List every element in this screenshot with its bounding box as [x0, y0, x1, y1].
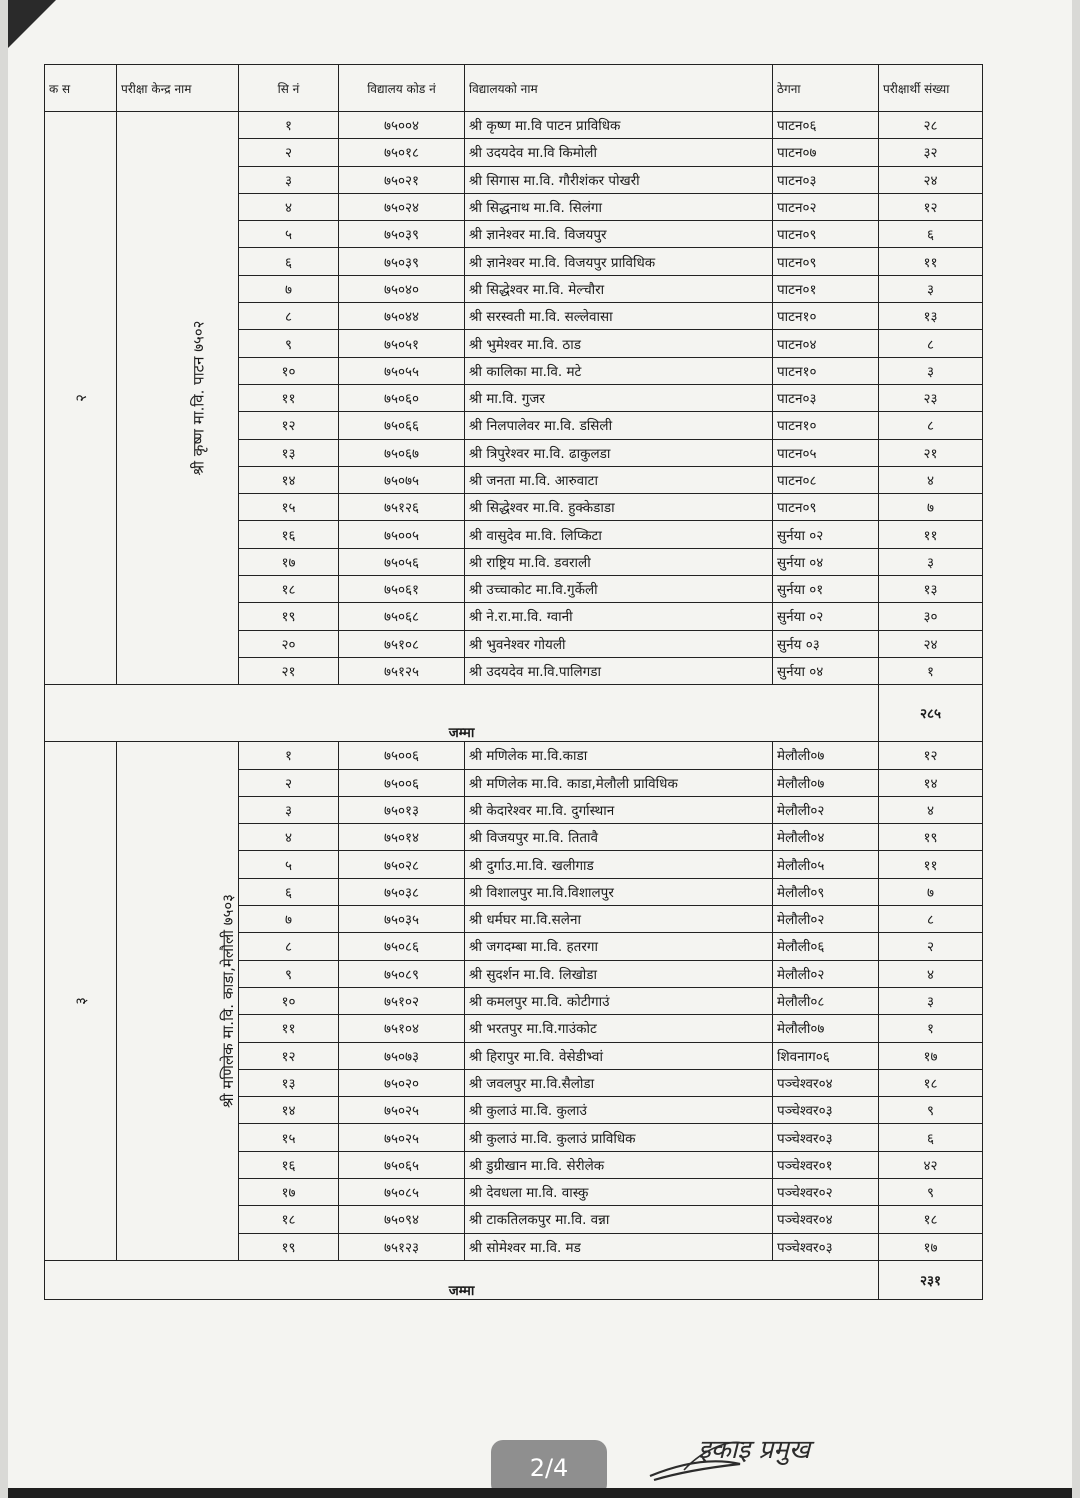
school-name-cell: श्री वासुदेव मा.वि. लिप्किटा: [465, 521, 773, 548]
school-code-cell: ७५०६५: [339, 1151, 465, 1178]
total-value: २८५: [879, 685, 983, 742]
serial-cell: १५: [239, 494, 339, 521]
school-name-cell: श्री भुवनेश्वर गोयली: [465, 630, 773, 657]
serial-cell: १९: [239, 1233, 339, 1260]
serial-cell: १६: [239, 1151, 339, 1178]
examinee-count-cell: १७: [879, 1042, 983, 1069]
address-cell: पाटन०३: [773, 384, 879, 411]
address-cell: सुर्नया ०२: [773, 603, 879, 630]
school-name-cell: श्री मणिलेक मा.वि. काडा,मेलौली प्राविधिक: [465, 769, 773, 796]
examinee-count-cell: ३: [879, 548, 983, 575]
address-cell: पाटन०३: [773, 166, 879, 193]
school-code-cell: ७५०५६: [339, 548, 465, 575]
school-code-cell: ७५०१४: [339, 824, 465, 851]
address-cell: मेलौली०२: [773, 796, 879, 823]
address-cell: सुर्नया ०२: [773, 521, 879, 548]
address-cell: सुर्नया ०१: [773, 576, 879, 603]
header-serial-group: क स: [45, 65, 117, 112]
school-code-cell: ७५०२०: [339, 1069, 465, 1096]
serial-cell: १८: [239, 576, 339, 603]
school-code-cell: ७५०७३: [339, 1042, 465, 1069]
examinee-count-cell: ६: [879, 1124, 983, 1151]
school-name-cell: श्री निलपालेवर मा.वि. डसिली: [465, 412, 773, 439]
school-code-cell: ७५०८५: [339, 1178, 465, 1205]
examinee-count-cell: ८: [879, 906, 983, 933]
school-code-cell: ७५०८६: [339, 933, 465, 960]
serial-cell: १: [239, 742, 339, 769]
serial-cell: १३: [239, 439, 339, 466]
serial-cell: १५: [239, 1124, 339, 1151]
serial-cell: २: [239, 769, 339, 796]
school-name-cell: श्री सिद्धेश्वर मा.वि. मेल्चौरा: [465, 275, 773, 302]
address-cell: मेलौली०८: [773, 987, 879, 1014]
examinee-count-cell: ६: [879, 221, 983, 248]
school-code-cell: ७५१२३: [339, 1233, 465, 1260]
school-name-cell: श्री सिद्धेश्वर मा.वि. हुक्केडाडा: [465, 494, 773, 521]
school-name-cell: श्री सुदर्शन मा.वि. लिखोडा: [465, 960, 773, 987]
examinee-count-cell: ३२: [879, 139, 983, 166]
address-cell: पञ्चेश्वर०३: [773, 1124, 879, 1151]
examinee-table: [44, 64, 983, 1300]
school-name-cell: श्री कुलाउं मा.वि. कुलाउं प्राविधिक: [465, 1124, 773, 1151]
serial-cell: ३: [239, 796, 339, 823]
school-name-cell: श्री भुमेश्वर मा.वि. ठाड: [465, 330, 773, 357]
serial-cell: ९: [239, 960, 339, 987]
school-code-cell: ७५०४४: [339, 303, 465, 330]
school-code-cell: ७५०५५: [339, 357, 465, 384]
examinee-count-cell: २८: [879, 112, 983, 139]
school-name-cell: श्री राष्ट्रिय मा.वि. डवराली: [465, 548, 773, 575]
examinee-count-cell: १२: [879, 193, 983, 220]
school-code-cell: ७५०४०: [339, 275, 465, 302]
examinee-count-cell: २४: [879, 166, 983, 193]
address-cell: पञ्चेश्वर०४: [773, 1069, 879, 1096]
header-examinee-count: परीक्षार्थी संख्या: [879, 65, 983, 112]
total-row: [45, 1260, 983, 1299]
address-cell: सुर्नया ०४: [773, 548, 879, 575]
serial-cell: २: [239, 139, 339, 166]
school-name-cell: श्री कुलाउं मा.वि. कुलाउं: [465, 1097, 773, 1124]
address-cell: पञ्चेश्वर०३: [773, 1233, 879, 1260]
school-code-cell: ७५०१८: [339, 139, 465, 166]
school-name-cell: श्री मणिलेक मा.वि.काडा: [465, 742, 773, 769]
serial-cell: १४: [239, 466, 339, 493]
school-name-cell: श्री त्रिपुरेश्वर मा.वि. ढाकुलडा: [465, 439, 773, 466]
school-name-cell: श्री जगदम्बा मा.वि. हतरगा: [465, 933, 773, 960]
serial-cell: ८: [239, 303, 339, 330]
serial-cell: ६: [239, 878, 339, 905]
school-code-cell: ७५००६: [339, 742, 465, 769]
school-code-cell: ७५०६७: [339, 439, 465, 466]
examinee-count-cell: १४: [879, 769, 983, 796]
school-code-cell: ७५००६: [339, 769, 465, 796]
examinee-count-cell: १९: [879, 824, 983, 851]
signature-text: इकाइ प्रमुख: [698, 1435, 811, 1465]
school-name-cell: श्री उदयदेव मा.वि किमोली: [465, 139, 773, 166]
examinee-count-cell: ८: [879, 412, 983, 439]
examinee-count-cell: २४: [879, 630, 983, 657]
school-code-cell: ७५०६८: [339, 603, 465, 630]
school-name-cell: श्री हिरापुर मा.वि. वेसेडीभ्वां: [465, 1042, 773, 1069]
total-value: २३१: [879, 1260, 983, 1299]
examinee-count-cell: ११: [879, 248, 983, 275]
school-name-cell: श्री ज्ञानेश्वर मा.वि. विजयपुर: [465, 221, 773, 248]
examinee-count-cell: २: [879, 933, 983, 960]
school-name-cell: श्री धर्मघर मा.वि.सलेना: [465, 906, 773, 933]
examinee-count-cell: ४: [879, 796, 983, 823]
address-cell: पाटन१०: [773, 412, 879, 439]
header-school-name: विद्यालयको नाम: [465, 65, 773, 112]
address-cell: सुर्नया ०४: [773, 657, 879, 684]
address-cell: मेलौली०२: [773, 906, 879, 933]
school-code-cell: ७५०३९: [339, 248, 465, 275]
examinee-count-cell: २३: [879, 384, 983, 411]
serial-cell: १९: [239, 603, 339, 630]
school-name-cell: श्री सिद्धनाथ मा.वि. सिलंगा: [465, 193, 773, 220]
school-name-cell: श्री सिगास मा.वि. गौरीशंकर पोखरी: [465, 166, 773, 193]
address-cell: मेलौली०६: [773, 933, 879, 960]
address-cell: पञ्चेश्वर०१: [773, 1151, 879, 1178]
serial-cell: १: [239, 112, 339, 139]
total-row: [45, 685, 983, 742]
serial-cell: ३: [239, 166, 339, 193]
serial-cell: ६: [239, 248, 339, 275]
school-name-cell: श्री जवलपुर मा.वि.सैलोडा: [465, 1069, 773, 1096]
school-code-cell: ७५०२१: [339, 166, 465, 193]
school-code-cell: ७५१०८: [339, 630, 465, 657]
examinee-count-cell: १८: [879, 1206, 983, 1233]
school-name-cell: श्री ज्ञानेश्वर मा.वि. विजयपुर प्राविधिक: [465, 248, 773, 275]
serial-cell: १२: [239, 412, 339, 439]
group-number-text: २: [71, 394, 90, 403]
exam-center-text: श्री कृष्ण मा.वि. पाटन ७५०२: [189, 320, 208, 476]
table-row: [45, 742, 983, 769]
serial-cell: १७: [239, 548, 339, 575]
school-code-cell: ७५०२५: [339, 1124, 465, 1151]
school-code-cell: ७५०२४: [339, 193, 465, 220]
address-cell: पाटन०२: [773, 193, 879, 220]
address-cell: पाटन०५: [773, 439, 879, 466]
serial-cell: १०: [239, 357, 339, 384]
examinee-count-cell: १३: [879, 303, 983, 330]
address-cell: पाटन०९: [773, 221, 879, 248]
address-cell: पाटन०७: [773, 139, 879, 166]
address-cell: सुर्नय ०३: [773, 630, 879, 657]
examinee-count-cell: १७: [879, 1233, 983, 1260]
school-name-cell: श्री डुग्रीखान मा.वि. सेरीलेक: [465, 1151, 773, 1178]
header-center-name: परीक्षा केन्द्र नाम: [117, 65, 239, 112]
school-name-cell: श्री देवधला मा.वि. वास्कु: [465, 1178, 773, 1205]
address-cell: पाटन०९: [773, 248, 879, 275]
table-row: [45, 112, 983, 139]
serial-cell: १८: [239, 1206, 339, 1233]
scanned-page: [8, 0, 1072, 1498]
group-number-text: ३: [71, 997, 90, 1005]
exam-center-name: [117, 112, 239, 685]
examinee-count-cell: ३: [879, 987, 983, 1014]
serial-cell: ४: [239, 824, 339, 851]
school-name-cell: श्री भरतपुर मा.वि.गाउंकोट: [465, 1015, 773, 1042]
serial-cell: १०: [239, 987, 339, 1014]
address-cell: मेलौली०५: [773, 851, 879, 878]
school-code-cell: ७५०६१: [339, 576, 465, 603]
school-name-cell: श्री ने.रा.मा.वि. ग्वानी: [465, 603, 773, 630]
address-cell: मेलौली०७: [773, 742, 879, 769]
serial-cell: १४: [239, 1097, 339, 1124]
examinee-count-cell: ११: [879, 851, 983, 878]
serial-cell: ९: [239, 330, 339, 357]
group-number: [45, 112, 117, 685]
school-code-cell: ७५१२६: [339, 494, 465, 521]
examinee-count-cell: ७: [879, 494, 983, 521]
examinee-count-cell: ३: [879, 275, 983, 302]
serial-cell: २०: [239, 630, 339, 657]
exam-center-name: [117, 742, 239, 1261]
serial-cell: ५: [239, 221, 339, 248]
school-code-cell: ७५०३८: [339, 878, 465, 905]
school-name-cell: श्री जनता मा.वि. आरुवाटा: [465, 466, 773, 493]
examinee-count-cell: ४: [879, 466, 983, 493]
address-cell: पाटन०९: [773, 494, 879, 521]
examinee-count-cell: ४२: [879, 1151, 983, 1178]
serial-cell: १६: [239, 521, 339, 548]
school-code-cell: ७५००५: [339, 521, 465, 548]
address-cell: पाटन०८: [773, 466, 879, 493]
school-name-cell: श्री दुर्गाउ.मा.वि. खलीगाड: [465, 851, 773, 878]
address-cell: पञ्चेश्वर०४: [773, 1206, 879, 1233]
school-name-cell: श्री मा.वि. गुजर: [465, 384, 773, 411]
bottom-edge: [8, 1488, 1072, 1498]
examinee-count-cell: ११: [879, 521, 983, 548]
total-label: जम्मा: [45, 1260, 879, 1299]
school-code-cell: ७५०२५: [339, 1097, 465, 1124]
address-cell: पाटन०४: [773, 330, 879, 357]
header-school-code: विद्यालय कोड नं: [339, 65, 465, 112]
school-code-cell: ७५०८९: [339, 960, 465, 987]
school-code-cell: ७५००४: [339, 112, 465, 139]
address-cell: पाटन०६: [773, 112, 879, 139]
school-name-cell: श्री उच्चाकोट मा.वि.गुर्केली: [465, 576, 773, 603]
serial-cell: १२: [239, 1042, 339, 1069]
examinee-count-cell: ९: [879, 1097, 983, 1124]
serial-cell: १३: [239, 1069, 339, 1096]
table-header-row: [45, 65, 983, 112]
serial-cell: ७: [239, 906, 339, 933]
examinee-count-cell: ३: [879, 357, 983, 384]
serial-cell: ५: [239, 851, 339, 878]
examinee-count-cell: १८: [879, 1069, 983, 1096]
address-cell: मेलौली०४: [773, 824, 879, 851]
examinee-count-cell: १: [879, 657, 983, 684]
table-body: [45, 112, 983, 1300]
school-code-cell: ७५०३५: [339, 906, 465, 933]
school-code-cell: ७५०९४: [339, 1206, 465, 1233]
examinee-count-cell: ३०: [879, 603, 983, 630]
address-cell: पञ्चेश्वर०३: [773, 1097, 879, 1124]
header-address: ठेगना: [773, 65, 879, 112]
examinee-count-cell: ८: [879, 330, 983, 357]
examinee-count-cell: २१: [879, 439, 983, 466]
total-label: जम्मा: [45, 685, 879, 742]
address-cell: शिवनाग०६: [773, 1042, 879, 1069]
address-cell: मेलौली०९: [773, 878, 879, 905]
examinee-count-cell: १३: [879, 576, 983, 603]
school-name-cell: श्री केदारेश्वर मा.वि. दुर्गास्थान: [465, 796, 773, 823]
school-name-cell: श्री कृष्ण मा.वि पाटन प्राविधिक: [465, 112, 773, 139]
school-code-cell: ७५०२८: [339, 851, 465, 878]
school-name-cell: श्री टाकतिलकपुर मा.वि. वन्ना: [465, 1206, 773, 1233]
school-code-cell: ७५०५१: [339, 330, 465, 357]
address-cell: मेलौली०७: [773, 1015, 879, 1042]
school-name-cell: श्री सरस्वती मा.वि. सल्लेवासा: [465, 303, 773, 330]
group-number: [45, 742, 117, 1261]
serial-cell: ११: [239, 384, 339, 411]
serial-cell: २१: [239, 657, 339, 684]
school-code-cell: ७५०७५: [339, 466, 465, 493]
serial-cell: १७: [239, 1178, 339, 1205]
address-cell: पञ्चेश्वर०२: [773, 1178, 879, 1205]
examinee-count-cell: ७: [879, 878, 983, 905]
address-cell: मेलौली०७: [773, 769, 879, 796]
school-name-cell: श्री उदयदेव मा.वि.पालिगडा: [465, 657, 773, 684]
serial-cell: ४: [239, 193, 339, 220]
serial-cell: ७: [239, 275, 339, 302]
address-cell: पाटन०१: [773, 275, 879, 302]
school-name-cell: श्री कमलपुर मा.वि. कोटीगाउं: [465, 987, 773, 1014]
serial-cell: ११: [239, 1015, 339, 1042]
school-code-cell: ७५०६०: [339, 384, 465, 411]
address-cell: मेलौली०२: [773, 960, 879, 987]
school-name-cell: श्री सोमेश्वर मा.वि. मड: [465, 1233, 773, 1260]
school-code-cell: ७५१०४: [339, 1015, 465, 1042]
school-code-cell: ७५०१३: [339, 796, 465, 823]
school-code-cell: ७५०६६: [339, 412, 465, 439]
page-indicator[interactable]: 2/4: [491, 1440, 607, 1496]
school-name-cell: श्री विजयपुर मा.वि. तितावै: [465, 824, 773, 851]
school-code-cell: ७५१०२: [339, 987, 465, 1014]
school-name-cell: श्री कालिका मा.वि. मटे: [465, 357, 773, 384]
page-corner-shadow: [8, 0, 56, 48]
examinee-count-cell: ९: [879, 1178, 983, 1205]
school-name-cell: श्री विशालपुर मा.वि.विशालपुर: [465, 878, 773, 905]
school-code-cell: ७५१२५: [339, 657, 465, 684]
header-serial: सि नं: [239, 65, 339, 112]
examinee-count-cell: ४: [879, 960, 983, 987]
school-code-cell: ७५०३९: [339, 221, 465, 248]
serial-cell: ८: [239, 933, 339, 960]
exam-center-text: श्री मणिलेक मा.वि. काडा,मेलौली ७५०३: [218, 894, 237, 1109]
examinee-count-cell: १: [879, 1015, 983, 1042]
address-cell: पाटन१०: [773, 303, 879, 330]
examinee-count-cell: १२: [879, 742, 983, 769]
address-cell: पाटन१०: [773, 357, 879, 384]
